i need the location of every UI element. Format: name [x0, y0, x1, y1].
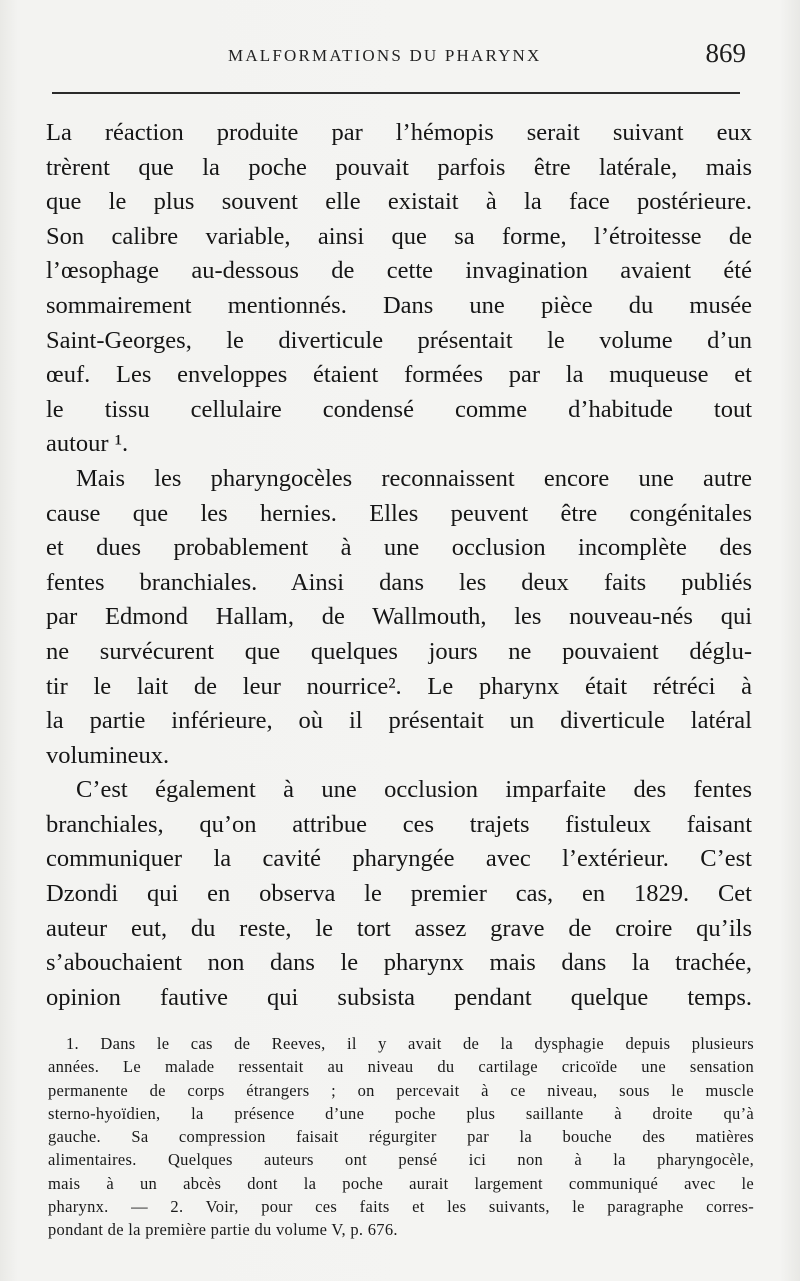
- text-line: autour ¹.: [46, 430, 129, 458]
- text-line: cause que les hernies. Elles peuvent être congénitales: [46, 499, 752, 527]
- text-line: opinion fautive qui subsista pendant quelque temps.: [46, 983, 752, 1011]
- page-number: 869: [705, 38, 746, 68]
- text-line: branchiales, qu’on attribue ces trajets fistuleux faisant: [46, 810, 752, 838]
- footnote-line: 1. Dans le cas de Reeves, il y avait de la dysphagie depuis plusieurs: [66, 1034, 754, 1053]
- text-line: auteur eut, du reste, le tort assez grave de croire qu’ils: [46, 914, 752, 942]
- body-text: [46, 116, 752, 1015]
- text-line: Saint-Georges, le diverticule présentait le volume d’un: [46, 326, 752, 354]
- text-line: trèrent que la poche pouvait parfois être latérale, mais: [46, 153, 752, 181]
- text-line: ne survécurent que quelques jours ne pouvaient déglu-: [46, 637, 752, 665]
- footnote-line: pharynx. — 2. Voir, pour ces faits et les suivants, le paragraphe corres-: [48, 1197, 754, 1217]
- text-line: fentes branchiales. Ainsi dans les deux faits publiés: [46, 568, 752, 596]
- text-line: Mais les pharyngocèles reconnaissent encore une autre: [76, 464, 752, 492]
- footnote-line: pondant de la première partie du volume V, p. 676.: [48, 1220, 398, 1240]
- text-line: l’œsophage au-dessous de cette invagination avaient été: [46, 257, 752, 285]
- text-line: que le plus souvent elle existait à la face postérieure.: [46, 188, 752, 216]
- footnote-line: gauche. Sa compression faisait régurgiter par la bouche des matières: [48, 1127, 754, 1147]
- text-line: par Edmond Hallam, de Wallmouth, les nouveau-nés qui: [46, 603, 752, 631]
- text-line: s’abouchaient non dans le pharynx mais dans la trachée,: [46, 949, 752, 977]
- text-line: et dues probablement à une occlusion incomplète des: [46, 534, 752, 562]
- text-line: Dzondi qui en observa le premier cas, en 1829. Cet: [46, 880, 752, 908]
- footnote-line: permanente de corps étrangers ; on percevait à ce niveau, sous le muscle: [48, 1080, 754, 1100]
- running-header: [48, 40, 748, 70]
- text-line: tir le lait de leur nourrice². Le pharynx était rétréci à: [46, 672, 752, 700]
- footnote-line: sterno-hyoïdien, la présence d’une poche plus saillante à droite qu’à: [48, 1103, 754, 1123]
- text-line: le tissu cellulaire condensé comme d’habitude tout: [46, 395, 752, 423]
- text-line: la partie inférieure, où il présentait un diverticule latéral: [46, 707, 752, 735]
- text-line: œuf. Les enveloppes étaient formées par la muqueuse et: [46, 361, 752, 389]
- text-line: La réaction produite par l’hémopis serait suivant eux: [46, 119, 752, 146]
- running-title: MALFORMATIONS DU PHARYNX: [228, 46, 542, 65]
- header-rule: [52, 92, 740, 94]
- text-line: C’est également à une occlusion imparfaite des fentes: [76, 776, 752, 804]
- footnotes: [48, 1032, 754, 1242]
- text-line: communiquer la cavité pharyngée avec l’extérieur. C’est: [46, 845, 752, 873]
- footnote-line: alimentaires. Quelques auteurs ont pensé ici non à la pharyngocèle,: [48, 1150, 754, 1170]
- footnote-line: années. Le malade ressentait au niveau du cartilage cricoïde une sensation: [48, 1057, 754, 1077]
- text-line: sommairement mentionnés. Dans une pièce du musée: [46, 291, 752, 319]
- text-line: volumineux.: [46, 741, 170, 769]
- footnote-line: mais à un abcès dont la poche aurait largement communiqué avec le: [48, 1173, 754, 1193]
- text-line: Son calibre variable, ainsi que sa forme, l’étroitesse de: [46, 222, 752, 250]
